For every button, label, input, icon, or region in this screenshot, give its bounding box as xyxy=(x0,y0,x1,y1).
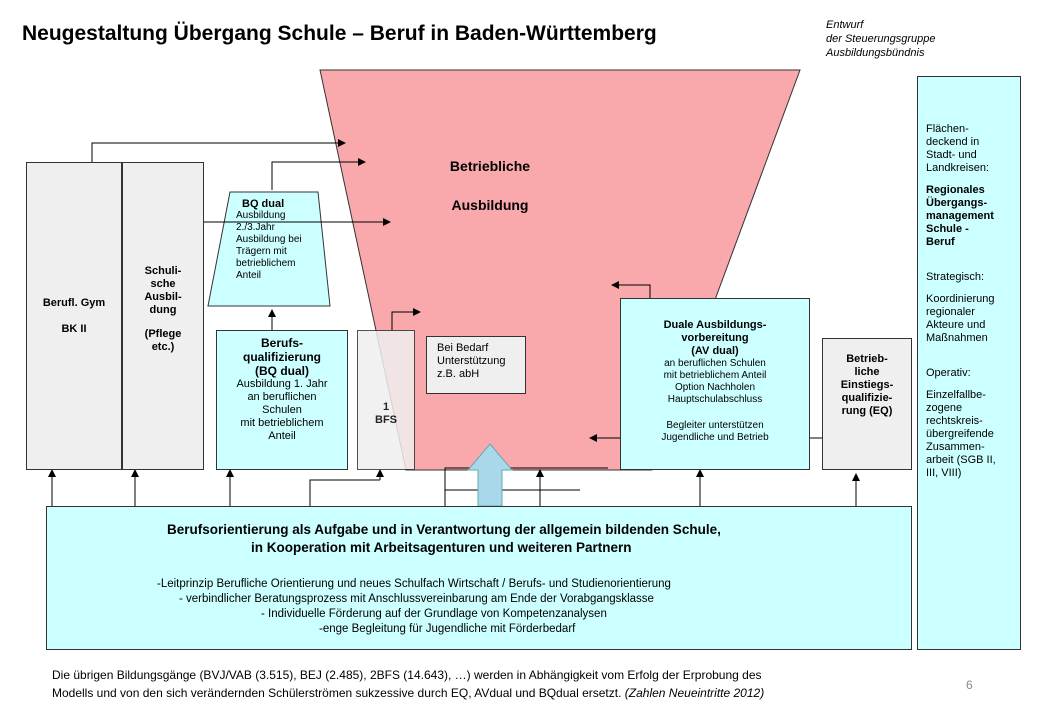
eq-box xyxy=(822,338,912,470)
arrow-gym-to-funnel xyxy=(92,143,345,162)
bo-heading-2: in Kooperation mit Arbeitsagenturen und weiteren Partnern xyxy=(251,540,632,555)
bq-dual-line: Ausbildung bei xyxy=(236,234,302,245)
berufl-gym-label: Berufl. Gym xyxy=(42,297,106,309)
bq-dual-line: 2./3.Jahr xyxy=(236,222,275,233)
rp-koordinierung xyxy=(926,293,1016,345)
bedarf-line: Bei Bedarf xyxy=(437,342,489,354)
av-dual-line: an beruflichen Schulen xyxy=(664,358,766,369)
betriebliche-line: Betriebliche xyxy=(449,158,531,174)
bo-bullet: - verbindlicher Beratungsprozess mit Anschlussvereinbarung am Ende der Vorabgangsklasse xyxy=(179,593,654,605)
rp-line: Flächen- xyxy=(926,123,969,135)
rp-einzelfall xyxy=(926,389,1016,480)
bq-dual-title: BQ dual xyxy=(242,198,285,210)
berufsqualifizierung-box xyxy=(216,330,348,470)
schulische-sub: etc.) xyxy=(151,341,175,353)
bfs-label: BFS xyxy=(375,414,397,426)
bo-heading-1: Berufsorientierung als Aufgabe und in Verantwortung der allgemein bildenden Schule, xyxy=(167,522,721,537)
av-dual-box xyxy=(620,298,810,470)
rp-line: III, VIII) xyxy=(926,467,962,479)
bq-box-line: Anteil xyxy=(268,430,296,442)
bq-dual-line: Anteil xyxy=(236,270,262,281)
connector-line xyxy=(310,480,380,506)
bfs-number: 1 xyxy=(382,401,390,413)
draft-line: Entwurf xyxy=(826,19,864,31)
draft-line: Ausbildungsbündnis xyxy=(826,47,925,59)
rp-line: Beruf xyxy=(926,236,955,248)
page-number: 6 xyxy=(966,678,973,692)
bq-box-line: Schulen xyxy=(262,404,302,416)
av-dual-extra: Begleiter unterstützen xyxy=(666,420,764,431)
av-dual-extra: Jugendliche und Betrieb xyxy=(661,432,769,443)
rp-line: deckend in xyxy=(926,136,980,148)
eq-line: Einstiegs- xyxy=(840,379,894,391)
rp-line: regionaler xyxy=(926,306,975,318)
bq-dual-line: betrieblichem xyxy=(236,258,296,269)
bo-bullet: - Individuelle Förderung auf der Grundlage von Kompetenzanalysen xyxy=(261,608,607,620)
av-dual-bold: vorbereitung xyxy=(681,332,749,344)
connector-line xyxy=(445,490,580,506)
schulische-line: Ausbil- xyxy=(144,291,182,303)
rp-line: management xyxy=(926,210,994,222)
av-dual-line: Hauptschulabschluss xyxy=(667,394,763,405)
rp-line: Maßnahmen xyxy=(926,332,988,344)
bq-box-line: mit betrieblichem xyxy=(240,417,324,429)
bo-bullet: -enge Begleitung für Jugendliche mit Förderbedarf xyxy=(319,623,576,635)
av-dual-line: mit betrieblichem Anteil xyxy=(663,370,767,381)
page-title: Neugestaltung Übergang Schule – Beruf in Baden-Württemberg xyxy=(22,22,657,45)
rp-line: Einzelfallbe- xyxy=(926,389,986,401)
schulische-sub: (Pflege xyxy=(144,328,182,340)
rp-line: übergreifende xyxy=(926,428,994,440)
bk-ii-label: BK II xyxy=(61,323,87,335)
rp-line: rechtskreis- xyxy=(926,415,983,427)
berufsorientierung-box xyxy=(46,506,912,650)
av-dual-bold: (AV dual) xyxy=(691,345,739,357)
eq-line: Betrieb- xyxy=(846,353,888,365)
rp-line: Akteure und xyxy=(926,319,986,331)
eq-line: rung (EQ) xyxy=(841,405,893,417)
rp-flaechendeckend xyxy=(926,123,1016,175)
rp-operativ xyxy=(926,367,1016,380)
bq-box-line: Ausbildung 1. Jahr xyxy=(236,378,328,390)
rp-line: Landkreisen: xyxy=(926,162,989,174)
av-dual-line: Option Nachholen xyxy=(674,382,756,393)
right-panel xyxy=(917,76,1021,650)
connector-line xyxy=(445,468,608,490)
rp-line: zogene xyxy=(926,402,963,414)
schulische-line: sche xyxy=(150,278,176,290)
rp-line: arbeit (SGB II, xyxy=(926,454,996,466)
bei-bedarf-box xyxy=(426,336,526,394)
bedarf-line: Unterstützung xyxy=(437,355,506,367)
rp-line: Operativ: xyxy=(926,367,971,379)
rp-line: Übergangs- xyxy=(926,197,988,209)
betriebliche-label xyxy=(420,158,560,214)
rp-line: Zusammen- xyxy=(926,441,985,453)
footer-line-2-italic: (Zahlen Neueintritte 2012) xyxy=(624,686,765,700)
eq-line: liche xyxy=(854,366,880,378)
schulische-ausbildung-box xyxy=(122,162,204,470)
eq-line: qualifizie- xyxy=(841,392,893,404)
footer-line-2: Modells und von den sich verändernden Schülerströmen sukzessive durch EQ, AVdual und BQdual ersetzt. xyxy=(52,686,622,700)
bo-bullet: -Leitprinzip Berufliche Orientierung und neues Schulfach Wirtschaft / Berufs- und Studienorientierung xyxy=(157,578,671,590)
bq-dual-line: Trägern mit xyxy=(236,246,287,257)
bq-box-bold: Berufs- xyxy=(260,336,303,350)
bq-box-bold: qualifizierung xyxy=(243,350,321,364)
rp-line: Stadt- und xyxy=(926,149,977,161)
berufl-gym-box xyxy=(26,162,122,470)
rp-line: Regionales xyxy=(926,184,985,196)
footer-note xyxy=(52,666,764,702)
rp-line: Koordinierung xyxy=(926,293,995,305)
rp-line: Strategisch: xyxy=(926,271,985,283)
av-dual-bold: Duale Ausbildungs- xyxy=(663,319,767,331)
schulische-line: Schuli- xyxy=(144,265,182,277)
rp-regionales xyxy=(926,184,1016,249)
bq-dual-top-text xyxy=(236,198,326,282)
draft-line: der Steuerungsgruppe xyxy=(826,33,936,45)
bedarf-line: z.B. abH xyxy=(437,368,480,380)
ausbildung-line: Ausbildung xyxy=(451,197,529,213)
bq-dual-line: Ausbildung xyxy=(236,210,286,221)
rp-strategisch xyxy=(926,271,1016,284)
rp-line: Schule - xyxy=(926,223,969,235)
bq-box-line: an beruflichen xyxy=(247,391,317,403)
bfs-box xyxy=(357,330,415,470)
footer-line-1: Die übrigen Bildungsgänge (BVJ/VAB (3.515), BEJ (2.485), 2BFS (14.643), …) werden in Abhängigkeit vom Erfolg der Erprobung des xyxy=(52,668,762,682)
bq-box-bold: (BQ dual) xyxy=(255,364,309,378)
schulische-line: dung xyxy=(149,304,177,316)
